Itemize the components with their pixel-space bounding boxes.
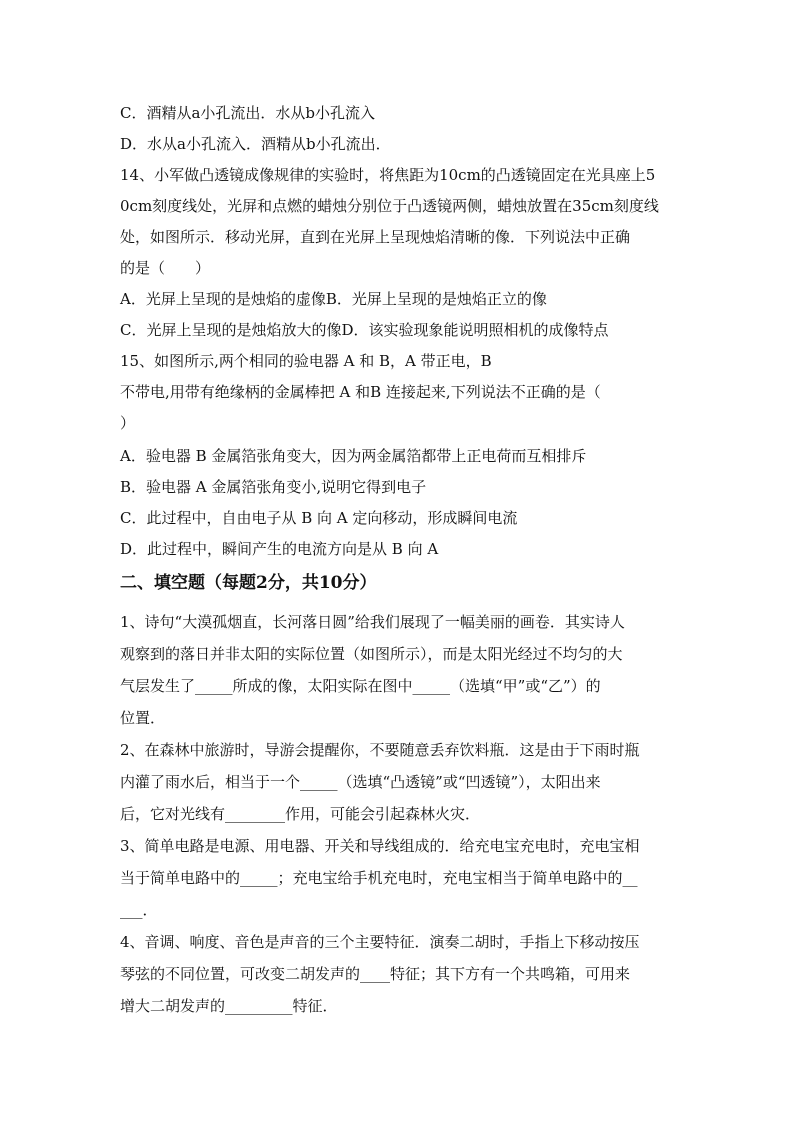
fill-1-line-1: 1、诗句“大漠孤烟直，长河落日圆”给我们展现了一幅美丽的画卷．其实诗人 (120, 613, 625, 631)
fill-3-line-1: 3、简单电路是电源、用电器、开关和导线组成的．给充电宝充电时，充电宝相 (120, 837, 640, 855)
fill-4-line-2: 琴弦的不同位置，可改变二胡发声的____特征；其下方有一个共鸣箱，可用来 (120, 965, 631, 983)
question-14-line-4: 的是（ ） (120, 259, 211, 277)
option-15b: B．验电器 A 金属箔张角变小,说明它得到电子 (120, 478, 427, 496)
question-15-line-3: ） (120, 414, 136, 432)
option-15a: A．验电器 B 金属箔张角变大，因为两金属箔都带上正电荷而互相排斥 (120, 447, 587, 465)
fill-2-line-1: 2、在森林中旅游时，导游会提醒你，不要随意丢弃饮料瓶．这是由于下雨时瓶 (120, 741, 640, 759)
option-13d: D．水从a小孔流入．酒精从b小孔流出． (120, 135, 391, 153)
option-15c: C．此过程中，自由电子从 B 向 A 定向移动，形成瞬间电流 (120, 509, 518, 527)
option-15d: D．此过程中，瞬间产生的电流方向是从 B 向 A (120, 540, 439, 558)
fill-1-line-3: 气层发生了_____所成的像，太阳实际在图中_____（选填“甲”或“乙”）的 (120, 677, 601, 695)
fill-1-line-2: 观察到的落日并非太阳的实际位置（如图所示），而是太阳光经过不均匀的大 (120, 645, 623, 663)
fill-2-line-3: 后，它对光线有________作用，可能会引起森林火灾． (120, 805, 481, 823)
section-title: 二、填空题（每题2分，共10分） (120, 573, 377, 593)
question-15-line-1: 15、如图所示,两个相同的验电器 A 和 B，A 带正电，B (120, 352, 492, 370)
question-15-line-2: 不带电,用带有绝缘柄的金属棒把 A 和B 连接起来,下列说法不正确的是（ (120, 383, 601, 401)
fill-4-line-3: 增大二胡发声的_________特征． (120, 997, 338, 1015)
fill-1-line-4: 位置． (120, 709, 166, 727)
fill-3-line-2: 当于简单电路中的_____；充电宝给手机充电时，充电宝相当于简单电路中的__ (120, 869, 638, 887)
options-14-ab: A．光屏上呈现的是烛焰的虚像B．光屏上呈现的是烛焰正立的像 (120, 290, 547, 308)
option-13c: C．酒精从a小孔流出．水从b小孔流入 (120, 104, 376, 122)
options-14-cd: C．光屏上呈现的是烛焰放大的像D．该实验现象能说明照相机的成像特点 (120, 321, 609, 339)
fill-4-line-1: 4、音调、响度、音色是声音的三个主要特征．演奏二胡时，手指上下移动按压 (120, 933, 640, 951)
fill-2-line-2: 内灌了雨水后，相当于一个_____（选填“凸透镜”或“凹透镜”），太阳出来 (120, 773, 601, 791)
question-14-line-3: 处，如图所示．移动光屏，直到在光屏上呈现烛焰清晰的像．下列说法中正确 (120, 228, 631, 246)
question-14-line-2: 0cm刻度线处，光屏和点燃的蜡烛分别位于凸透镜两侧，蜡烛放置在35cm刻度线 (120, 197, 659, 215)
fill-3-line-3: ___． (120, 901, 158, 919)
question-14-line-1: 14、小军做凸透镜成像规律的实验时，将焦距为10cm的凸透镜固定在光具座上5 (120, 166, 656, 184)
